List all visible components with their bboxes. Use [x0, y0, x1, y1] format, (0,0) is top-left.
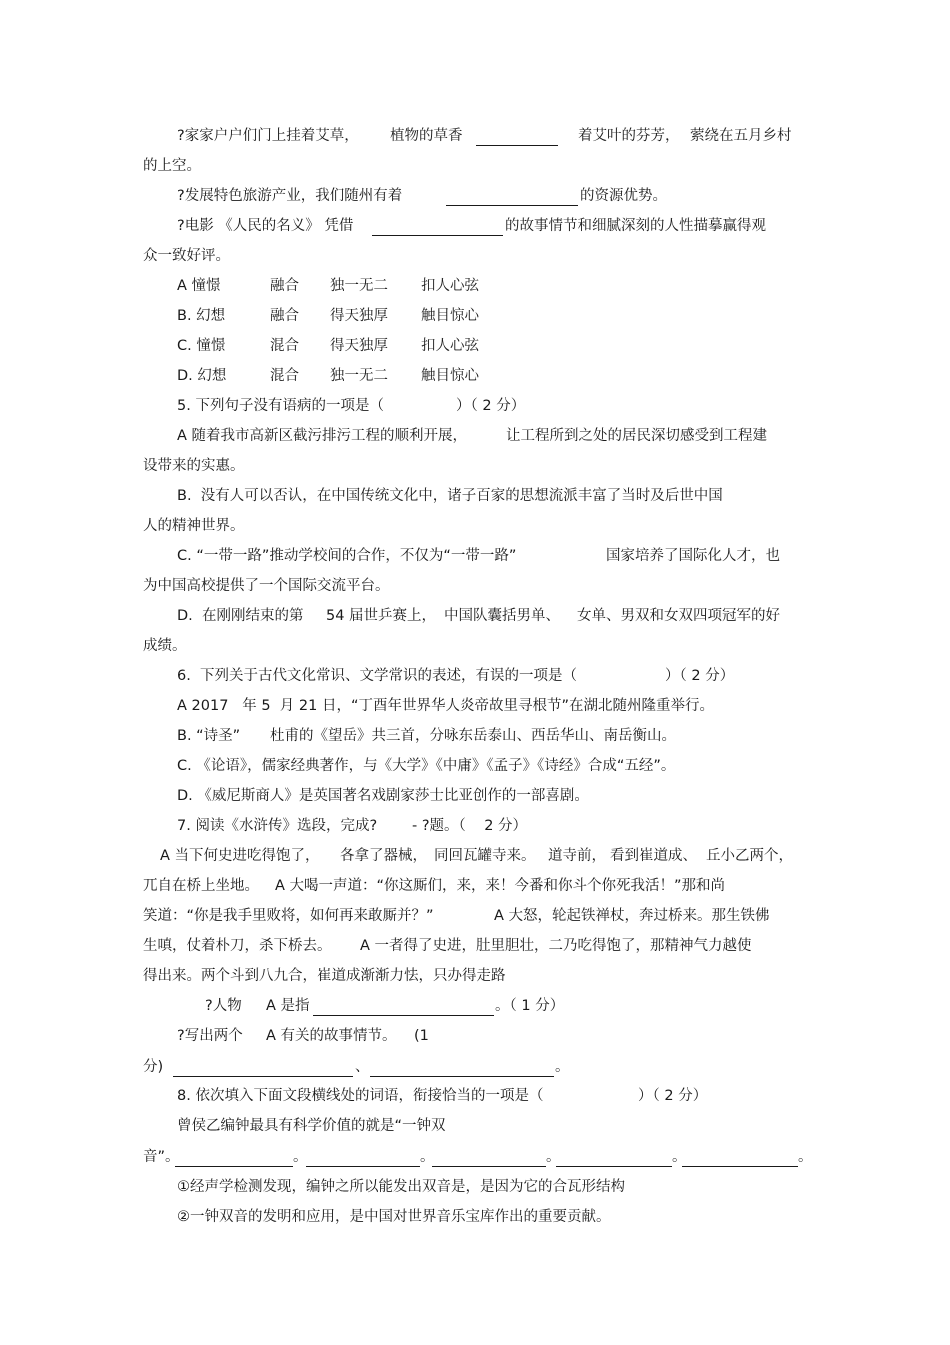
q4-sentence3-part2: 的故事情节和细腻深刻的人性描摹赢得观	[505, 218, 766, 234]
q4-option-c-word3: 扣人心弦	[421, 338, 479, 354]
q4-option-d-word3: 触目惊心	[421, 368, 479, 384]
q4-option-c-word2: 得天独厚	[330, 338, 388, 354]
q4-blank-2	[446, 191, 578, 206]
q8-dot-1: 。	[293, 1149, 308, 1165]
q8-item-1: ①经声学检测发现，编钟之所以能发出双音是，是因为它的合瓦形结构	[177, 1179, 625, 1195]
q7-passage-4b: A 一者得了史进，肚里胆壮，二乃吃得饱了，那精神气力越使	[360, 938, 752, 954]
q7-sub1-part2: A 是指	[266, 998, 310, 1014]
q4-sentence2-part1: ?发展特色旅游产业，我们随州有着	[177, 188, 403, 204]
q8-blank-1	[175, 1152, 293, 1167]
q7-passage-2a: 兀自在桥上坐地。	[143, 878, 259, 894]
q8-dot-4: 。	[672, 1149, 687, 1165]
q7-passage-4a: 生嗔，仗着朴刀，杀下桥去。	[143, 938, 332, 954]
q5-option-d-part1: D. 在刚刚结束的第	[177, 608, 304, 624]
q4-sentence3-end: 众一致好评。	[143, 248, 230, 264]
q7-sub1-part1: ?人物	[205, 998, 242, 1014]
q6-option-d: D. 《威尼斯商人》是英国著名戏剧家莎士比亚创作的一部喜剧。	[177, 788, 589, 804]
q5-option-b-end: 人的精神世界。	[143, 518, 245, 534]
q8-dot-5: 。	[798, 1149, 813, 1165]
q5-option-d-part4: 女单、男双和女双四项冠军的好	[577, 608, 780, 624]
q4-option-b-word1: 融合	[270, 308, 299, 324]
q4-sentence1-part4: 萦绕在五月乡村	[690, 128, 792, 144]
q7-passage-1a: A 当下何史进吃得饱了，	[160, 848, 320, 864]
q6-option-b-part1: B. “诗圣”	[177, 728, 241, 744]
q4-option-c-label: C. 憧憬	[177, 338, 226, 354]
q7-blank-1	[313, 1001, 494, 1016]
q5-score: ）（ 2 分）	[456, 398, 526, 414]
q4-option-a-label: A 憧憬	[177, 278, 221, 294]
q4-sentence3-part1: ?电影 《人民的名义》 凭借	[177, 218, 354, 234]
q7-sub1-score: 。（ 1 分）	[495, 998, 565, 1014]
q6-option-a: A 2017 年 5 月 21 日，“丁酉年世界华人炎帝故里寻根节”在湖北随州隆重举行。	[177, 698, 715, 714]
q8-blank-5	[682, 1152, 798, 1167]
q5-option-d-part2: 54 届世乒赛上，	[326, 608, 437, 624]
q7-passage-1d: 道寺前，	[548, 848, 606, 864]
q7-passage-5: 得出来。两个斗到八九合，崔道成渐渐力怯，只办得走路	[143, 968, 506, 984]
q5-option-c-part2: 国家培养了国际化人才，也	[606, 548, 780, 564]
q5-option-a-end: 设带来的实惠。	[143, 458, 245, 474]
q5-stem: 5. 下列句子没有语病的一项是（	[177, 398, 384, 414]
q4-option-a-word3: 扣人心弦	[421, 278, 479, 294]
q5-option-a-part1: A 随着我市高新区截污排污工程的顺利开展，	[177, 428, 468, 444]
q6-option-c: C. 《论语》，儒家经典著作，与《大学》《中庸》《孟子》《诗经》合成“五经”。	[177, 758, 676, 774]
q4-option-c-word1: 混合	[270, 338, 299, 354]
q8-dot-3: 。	[546, 1149, 561, 1165]
q7-blank-2	[173, 1062, 353, 1077]
q7-passage-1c: 同回瓦罐寺来。	[434, 848, 536, 864]
q4-option-b-word3: 触目惊心	[421, 308, 479, 324]
q7-passage-1f: 丘小乙两个，	[706, 848, 793, 864]
q4-sentence1-part1: ?家家户户们门上挂着艾草，	[177, 128, 359, 144]
q8-blank-2	[306, 1152, 420, 1167]
q4-blank-1	[476, 131, 558, 146]
q5-option-a-part2: 让工程所到之处的居民深切感受到工程建	[506, 428, 767, 444]
q8-dot-2: 。	[420, 1149, 435, 1165]
q7-passage-1b: 各拿了器械，	[340, 848, 427, 864]
q7-sub2-score-end: 分)	[143, 1059, 164, 1075]
q4-blank-3	[372, 221, 503, 236]
q7-passage-2b: A 大喝一声道：“你这厮们，来，来！今番和你斗个你死我活！”那和尚	[275, 878, 726, 894]
q8-item-2: ②一钟双音的发明和应用，是中国对世界音乐宝库作出的重要贡献。	[177, 1209, 611, 1225]
q4-option-d-word2: 独一无二	[330, 368, 388, 384]
q7-passage-3a: 笑道：“你是我手里败将，如何再来敢厮并？”	[143, 908, 434, 924]
q7-end-period: 。	[555, 1059, 570, 1075]
q5-option-c-part1: C. “一带一路”推动学校间的合作，不仅为“一带一路”	[177, 548, 517, 564]
q7-sub2-score: (1	[414, 1028, 429, 1044]
q8-passage-1: 曾侯乙编钟最具有科学价值的就是“一钟双	[177, 1118, 446, 1134]
q8-blank-4	[556, 1152, 672, 1167]
q5-option-c-end: 为中国高校提供了一个国际交流平台。	[143, 578, 390, 594]
q5-option-b: B. 没有人可以否认，在中国传统文化中，诸子百家的思想流派丰富了当时及后世中国	[177, 488, 723, 504]
q7-passage-1e: 看到崔道成、	[610, 848, 697, 864]
q7-passage-3b: A 大怒，轮起铁禅杖，奔过桥来。那生铁佛	[494, 908, 770, 924]
q4-option-b-label: B. 幻想	[177, 308, 226, 324]
q8-stem: 8. 依次填入下面文段横线处的词语，衔接恰当的一项是（	[177, 1088, 544, 1104]
q4-option-a-word1: 融合	[270, 278, 299, 294]
q7-separator: 、	[355, 1059, 370, 1075]
q4-sentence1-end: 的上空。	[143, 158, 201, 174]
q4-option-d-word1: 混合	[270, 368, 299, 384]
q4-sentence1-part2: 植物的草香	[390, 128, 463, 144]
q7-sub2-part1: ?写出两个	[177, 1028, 243, 1044]
q5-option-d-end: 成绩。	[143, 638, 187, 654]
q4-sentence1-part3: 着艾叶的芬芳，	[578, 128, 680, 144]
q5-option-d-part3: 中国队囊括男单、	[444, 608, 560, 624]
q4-option-a-word2: 独一无二	[330, 278, 388, 294]
q7-score: - ?题。（ 2 分）	[412, 818, 528, 834]
q6-score: ）（ 2 分）	[665, 668, 735, 684]
q8-passage-2: 音”。	[143, 1149, 180, 1165]
q4-sentence2-part2: 的资源优势。	[580, 188, 667, 204]
q8-score: ）（ 2 分）	[638, 1088, 708, 1104]
q7-blank-3	[370, 1062, 554, 1077]
q4-option-d-label: D. 幻想	[177, 368, 227, 384]
q8-blank-3	[432, 1152, 546, 1167]
q7-stem: 7. 阅读《水浒传》选段，完成?	[177, 818, 378, 834]
q7-sub2-part2: A 有关的故事情节。	[266, 1028, 397, 1044]
q4-option-b-word2: 得天独厚	[330, 308, 388, 324]
q6-stem: 6. 下列关于古代文化常识、文学常识的表述，有误的一项是（	[177, 668, 578, 684]
q6-option-b-part2: 杜甫的《望岳》共三首，分咏东岳泰山、西岳华山、南岳衡山。	[270, 728, 676, 744]
